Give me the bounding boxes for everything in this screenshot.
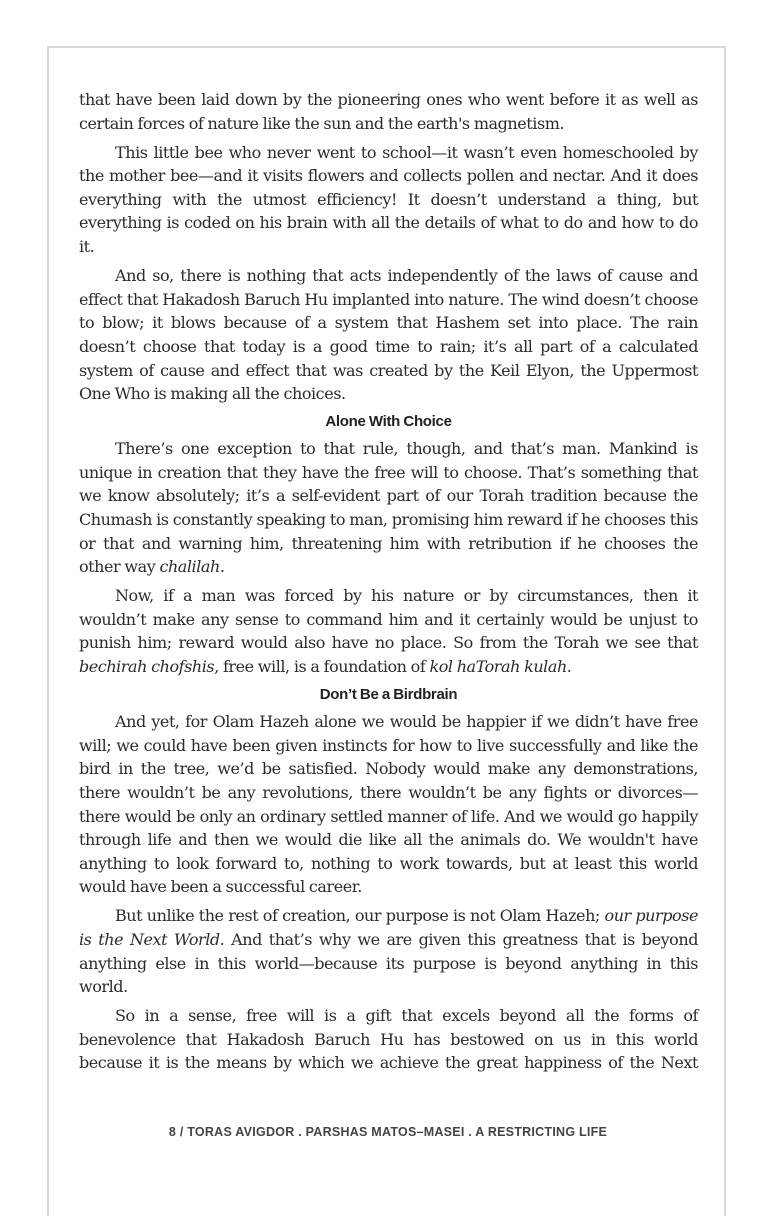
paragraph (79, 584, 698, 678)
paragraph: And yet, for Olam Hazeh alone we would be happier if we didn’t have free will; we could have been given instincts for how to live successfully and like the bird in the tree, we’d be satisfied. Nobody would make any demonstrations, there wouldn’t be any revolutions, there wouldn’t be any fights or divorces—there would be only an ordinary settled manner of life. And we would go happily through life and then we would die like all the animals do. We wouldn't have anything to look forward to, nothing to work towards, but at least this world would have been a successful career. (79, 712, 698, 897)
paragraph: This little bee who never went to school—it wasn’t even homeschooled by the mother bee—and it visits flowers and collects pollen and nectar. And it does everything with the utmost efficiency! It doesn’t understand a thing, but everything is coded on his brain with all the details of what to do and how to do it. (79, 142, 698, 257)
paragraph (79, 904, 698, 998)
italic-term: bechirah chofshis (79, 657, 215, 677)
italic-term: kol haTorah kulah (429, 657, 567, 677)
paragraph: And so, there is nothing that acts independently of the laws of cause and effect that Hakadosh Baruch Hu implanted into nature. The wind doesn’t choose to blow; it blows because of a system that Hashem set into place. The rain doesn’t choose that today is a good time to rain; it’s all part of a calculated system of cause and effect that was created by the Keil Elyon, the Uppermost One Who is making all the choices. (79, 266, 698, 404)
paragraph-text: There’s one exception to that rule, though, and that’s man. Mankind is unique in creation that they have the free will to choose. That’s something that we know absolutely; it’s a self-evident part of our Torah tradition because the Chumash is constantly speaking to man, promising him reward if he chooses this or that and warning him, threatening him with retribution if he chooses the other way (79, 439, 698, 577)
running-footer: 8 / TORAS AVIGDOR . PARSHAS MATOS–MASEI . A RESTRICTING LIFE (168, 1125, 608, 1139)
paragraph (79, 437, 698, 579)
paragraph-text: But unlike the rest of creation, our purpose is not Olam Hazeh; (115, 906, 605, 926)
section-heading-alone-with-choice: Alone With Choice (325, 413, 452, 431)
italic-term: chalilah (159, 557, 220, 577)
paragraph-text: . (566, 657, 572, 677)
paragraph-text: . And that’s why we are given this greatness that is beyond anything else in this world—because its purpose is beyond anything in this world. (79, 930, 698, 997)
paragraph-text: , free will, is a foundation of (214, 657, 430, 677)
italic-phrase: our purpose is the Next World (79, 906, 698, 949)
paragraph: that have been laid down by the pioneering ones who went before it as well as certain forces of nature like the sun and the earth's magnetism. (79, 90, 698, 133)
paragraph-text: Now, if a man was forced by his nature or by circumstances, then it wouldn’t make any sense to command him and it certainly would be unjust to punish him; reward would also have no place. So from the Torah we see that (79, 586, 698, 653)
page-content (79, 88, 698, 1081)
paragraph-text: . (219, 557, 225, 577)
paragraph: So in a sense, free will is a gift that excels beyond all the forms of benevolence that Hakadosh Baruch Hu has bestowed on us in this world because it is the means by which we achieve the great happiness of the Next (79, 1006, 698, 1073)
section-heading-dont-be-a-birdbrain: Don’t Be a Birdbrain (319, 686, 458, 704)
